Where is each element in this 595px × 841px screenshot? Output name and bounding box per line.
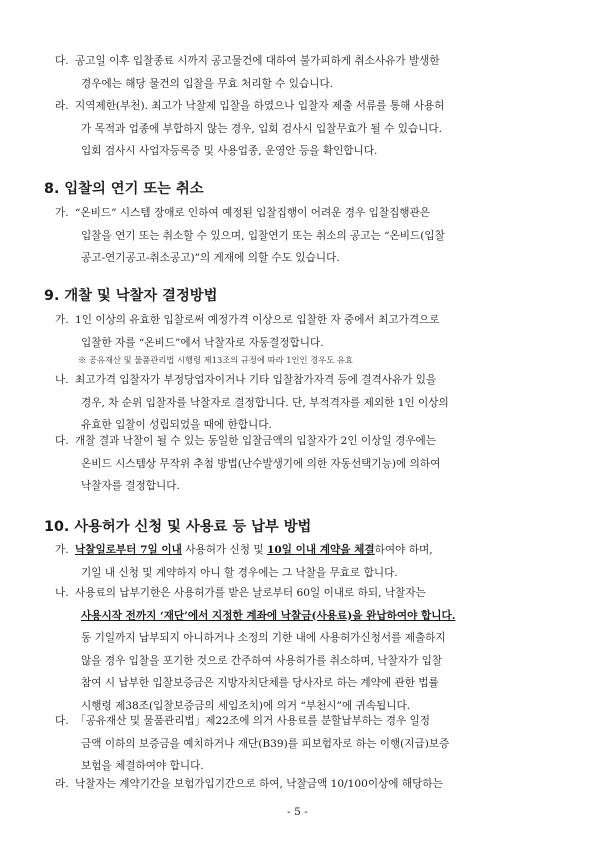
section-7-item-da <box>55 50 555 95</box>
section-9-heading: 9. 개찰 및 낙찰자 결정방법 <box>44 288 218 304</box>
item-text-line: 온비드 시스템상 무작위 추첨 방법(난수발생기에 의한 자동선택기능)에 의하여 <box>81 457 441 470</box>
item-text-line: 가 목적과 업종에 부합하지 않는 경우, 입회 검사시 입찰무효가 될 수 있습니다. <box>81 122 443 135</box>
item-marker: 가. <box>55 207 69 219</box>
item-marker: 가. <box>55 544 69 556</box>
section-10-item-na <box>55 582 555 717</box>
item-text-line: 않을 경우 입찰을 포기한 것으로 간주하여 사용허가를 취소하며, 낙찰자가 입찰 <box>81 654 443 667</box>
item-text-line: 보험을 체결하여야 합니다. <box>81 760 204 772</box>
emphasis-deadline-10days: 10일 이내 계약을 체결 <box>266 544 375 556</box>
item-marker: 다. <box>55 55 69 67</box>
item-text-line: 개찰 결과 낙찰이 될 수 있는 동일한 입찰금액의 입찰자가 2인 이상일 경우에는 <box>75 435 437 447</box>
item-text-line: 시행령 제38조(입찰보증금의 세입조치)에 의거 “부천시”에 귀속됩니다. <box>81 699 411 712</box>
item-text-line: 참여 시 납부한 입찰보증금은 지방자치단체를 당사자로 하는 계약에 관한 법률 <box>81 677 439 689</box>
section-9-item-na <box>55 369 555 437</box>
item-text-line: 낙찰자를 결정합니다. <box>81 480 180 492</box>
item-text-line: 입회 검사시 사업자등록증 및 사용업종, 운영안 등을 확인합니다. <box>81 145 378 157</box>
item-marker: 다. <box>55 715 69 727</box>
page-number: - 5 - <box>287 806 308 818</box>
section-9-note: ※ 공유재산 및 물품관리법 시행령 제13조의 규정에 따라 1인인 경우도 유효 <box>78 355 353 365</box>
item-text-line: 공고일 이후 입찰종료 시까지 공고물건에 대하여 불가피하게 취소사유가 발생한 <box>75 55 440 67</box>
section-9-item-da <box>55 430 555 498</box>
section-10-item-da <box>55 710 555 778</box>
emphasis-deadline-7days: 낙찰일로부터 7일 이내 <box>75 544 182 556</box>
section-10-heading: 10. 사용허가 신청 및 사용료 등 납부 방법 <box>44 519 312 535</box>
emphasis-payment-notice: 사용시작 전까지 ‘재단’에서 지정한 계좌에 낙찰금(사용료)을 완납하여야 합니다. <box>81 609 456 622</box>
item-marker: 나. <box>55 374 69 386</box>
item-text-fragment: 사용허가 신청 및 <box>181 544 267 556</box>
section-10-item-ra <box>55 773 555 796</box>
item-text-line: 최고가격 입찰자가 부정당업자이거나 기타 입찰참가자격 등에 결격사유가 있을 <box>75 374 437 386</box>
item-text-line: 낙찰자는 계약기간을 보험가입기간으로 하여, 낙찰금액 10/100이상에 해당하는 <box>75 778 443 790</box>
item-text-line: 입찰을 연기 또는 취소할 수 있으며, 입찰연기 또는 취소의 공고는 “온비드(입찰 <box>81 229 445 242</box>
item-text-line: 1인 이상의 유효한 입찰로써 예정가격 이상으로 입찰한 자 중에서 최고가격으로 <box>75 314 440 326</box>
item-text-line: 입찰한 자를 “온비드”에서 낙찰자로 자동결정합니다. <box>81 336 324 349</box>
section-7-item-ra <box>55 95 555 163</box>
section-8-heading: 8. 입찰의 연기 또는 취소 <box>44 181 204 197</box>
item-marker: 라. <box>55 100 69 112</box>
item-text-line: 금액 이하의 보증금을 예치하거나 재단(B39)를 피보험자로 하는 이행(지급)보증 <box>81 737 450 750</box>
section-10-item-ga <box>55 539 555 584</box>
section-8-item-ga <box>55 202 555 270</box>
item-text-line: “온비드” 시스템 장애로 인하여 예정된 입찰집행이 어려운 경우 입찰집행관은 <box>75 207 431 219</box>
item-text-line: 지역제한(부천). 최고가 낙찰제 입찰을 하였으나 입찰자 제출 서류를 통해 사용허 <box>75 100 445 112</box>
item-text-line: 사용료의 납부기한은 사용허가를 받은 날로부터 60일 이내로 하되, 낙찰자는 <box>75 587 426 599</box>
item-text-line: 기일 내 신청 및 계약하지 아니 할 경우에는 그 낙찰을 무효로 합니다. <box>81 566 398 579</box>
item-text-line: 「공유재산 및 물품관리법」제22조에 의거 사용료를 분할납부하는 경우 일정 <box>75 715 431 727</box>
item-text-line: 경우, 차 순위 입찰자를 낙찰자로 결정합니다. 단, 부적격자를 제외한 1인 이상의 <box>81 396 449 409</box>
item-text-fragment: 하여야 하며, <box>374 544 433 556</box>
item-text-line: 경우에는 해당 물건의 입찰을 무효 처리할 수 있습니다. <box>81 77 334 90</box>
item-marker: 라. <box>55 778 69 790</box>
item-marker: 가. <box>55 314 69 326</box>
item-marker: 나. <box>55 587 69 599</box>
item-marker: 다. <box>55 435 69 447</box>
item-text-line: 공고-연기공고-취소공고)”의 게재에 의할 수도 있습니다. <box>81 252 340 264</box>
item-text-line: 유효한 입찰이 성립되었을 때에 한합니다. <box>81 419 272 431</box>
item-text-line: 동 기일까지 납부되지 아니하거나 소정의 기한 내에 사용허가신청서를 제출하지 <box>81 632 446 644</box>
section-9-item-ga <box>55 309 555 354</box>
